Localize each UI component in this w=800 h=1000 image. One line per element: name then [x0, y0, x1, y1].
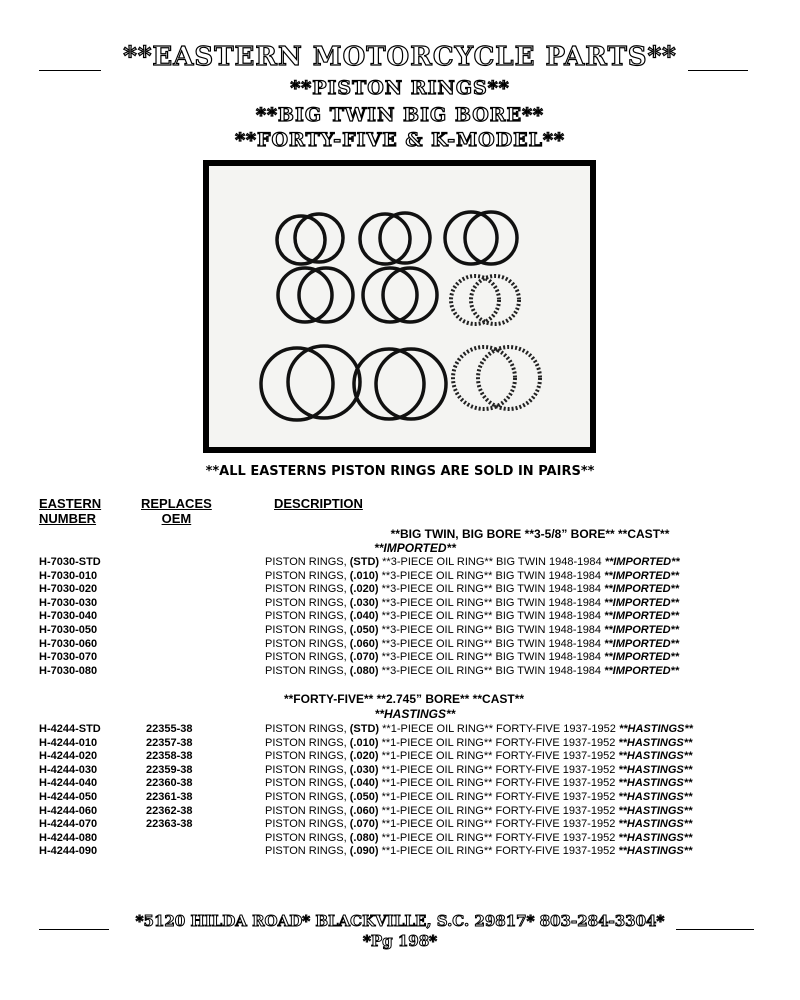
column-header-oem: OEM: [161, 511, 192, 526]
brand-tag: **IMPORTED**: [604, 637, 680, 650]
section-forty-five-title: **FORTY-FIVE** **2.745” BORE** **CAST**: [283, 692, 525, 706]
desc-mid: **1-PIECE OIL RING** FORTY-FIVE 1937-1952: [379, 723, 619, 735]
size: (.020): [349, 750, 379, 763]
description: [265, 805, 692, 819]
piston-rings-photo: [203, 160, 596, 453]
piston-rings-image: [209, 166, 590, 447]
size: (.040): [349, 777, 379, 790]
brand-tag: **IMPORTED**: [604, 651, 680, 664]
description: [265, 832, 692, 846]
table-row: [0, 777, 800, 791]
brand-tag: **HASTINGS**: [618, 723, 693, 735]
desc-mid: **3-PIECE OIL RING** BIG TWIN 1948-1984: [378, 624, 605, 636]
part-number: H-7030-STD: [39, 556, 101, 568]
column-header-replaces: REPLACES: [141, 496, 212, 511]
header-rule-right: [688, 70, 748, 71]
part-number: H-4244-STD: [39, 723, 101, 735]
desc-mid: **3-PIECE OIL RING** BIG TWIN 1948-1984: [378, 596, 605, 609]
oem-number: 22360-38: [146, 777, 193, 790]
desc-prefix: PISTON RINGS,: [265, 556, 350, 568]
part-number: H-7030-070: [39, 651, 98, 664]
sold-in-pairs-note: **ALL EASTERNS PISTON RINGS ARE SOLD IN PAIRS**: [205, 464, 595, 479]
desc-mid: **1-PIECE OIL RING** FORTY-FIVE 1937-1952: [378, 777, 619, 790]
desc-mid: **3-PIECE OIL RING** BIG TWIN 1948-1984: [378, 637, 605, 650]
table-row: [0, 597, 800, 611]
part-number: H-7030-050: [39, 624, 98, 636]
part-number: H-4244-060: [39, 804, 98, 817]
table-row: [0, 845, 800, 859]
brand-tag: **HASTINGS**: [618, 804, 693, 817]
desc-prefix: PISTON RINGS,: [265, 651, 350, 664]
table-row: [0, 570, 800, 584]
description: [265, 556, 680, 570]
table-row: [0, 638, 800, 652]
description: [265, 818, 692, 832]
table-row: [0, 737, 800, 751]
table-row: [0, 818, 800, 832]
brand-tag: **IMPORTED**: [604, 556, 680, 568]
size: (.090): [349, 845, 379, 858]
desc-prefix: PISTON RINGS,: [265, 596, 350, 609]
section-big-twin-subtitle: **IMPORTED**: [374, 541, 456, 555]
table-row: [0, 723, 800, 737]
table-row: [0, 556, 800, 570]
description: [265, 638, 679, 652]
brand-tag: **HASTINGS**: [618, 777, 693, 790]
desc-mid: **3-PIECE OIL RING** BIG TWIN 1948-1984: [378, 651, 605, 664]
description: [265, 737, 692, 751]
part-number: H-4244-010: [39, 736, 98, 749]
oem-number: 22362-38: [146, 804, 193, 817]
part-number: H-7030-030: [39, 596, 98, 609]
part-number: H-7030-010: [39, 569, 98, 582]
size: (.080): [349, 831, 379, 844]
desc-mid: **3-PIECE OIL RING** BIG TWIN 1948-1984: [378, 610, 605, 623]
size: (.080): [349, 664, 379, 677]
desc-prefix: PISTON RINGS,: [265, 831, 350, 844]
desc-prefix: PISTON RINGS,: [265, 736, 350, 749]
desc-mid: **1-PIECE OIL RING** FORTY-FIVE 1937-1952: [378, 831, 619, 844]
table-row: [0, 832, 800, 846]
table-row: [0, 805, 800, 819]
size: (.060): [349, 804, 379, 817]
table-row: [0, 750, 800, 764]
desc-prefix: PISTON RINGS,: [265, 723, 350, 735]
table-row: [0, 651, 800, 665]
table-row: [0, 624, 800, 638]
brand-tag: **IMPORTED**: [604, 624, 680, 636]
size: (.030): [349, 763, 379, 776]
subtitle-big-twin: **BIG TWIN BIG BORE**: [256, 104, 544, 126]
brand-tag: **HASTINGS**: [618, 763, 693, 776]
column-header-description: DESCRIPTION: [274, 496, 363, 511]
section-big-twin-title: **BIG TWIN, BIG BORE **3-5/8” BORE** **CAST**: [390, 527, 670, 541]
part-number: H-7030-040: [39, 610, 98, 623]
oem-number: 22359-38: [146, 763, 193, 776]
description: [265, 583, 679, 597]
description: [265, 777, 692, 791]
size: (.040): [349, 610, 379, 623]
desc-prefix: PISTON RINGS,: [265, 845, 350, 858]
size: (.070): [349, 651, 379, 664]
brand-tag: **HASTINGS**: [618, 791, 693, 803]
oem-number: 22355-38: [146, 723, 193, 735]
desc-prefix: PISTON RINGS,: [265, 624, 350, 636]
description: [265, 610, 679, 624]
column-header-number: NUMBER: [39, 511, 97, 526]
oem-number: 22357-38: [146, 736, 193, 749]
table-row: [0, 791, 800, 805]
size: (.050): [349, 624, 379, 636]
page-title: **EASTERN MOTORCYCLE PARTS**: [123, 42, 677, 72]
desc-prefix: PISTON RINGS,: [265, 583, 350, 596]
size: (.070): [349, 818, 379, 831]
column-header-eastern-number: [39, 496, 101, 526]
part-number: H-4244-070: [39, 818, 98, 831]
brand-tag: **HASTINGS**: [618, 831, 693, 844]
size: (.030): [349, 596, 379, 609]
table-row: [0, 665, 800, 679]
desc-mid: **1-PIECE OIL RING** FORTY-FIVE 1937-1952: [378, 791, 619, 803]
part-number: H-4244-030: [39, 763, 98, 776]
desc-prefix: PISTON RINGS,: [265, 569, 350, 582]
desc-prefix: PISTON RINGS,: [265, 664, 350, 677]
description: [265, 750, 692, 764]
table-row: [0, 610, 800, 624]
part-number: H-4244-020: [39, 750, 98, 763]
description: [265, 845, 692, 859]
description: [265, 791, 692, 805]
desc-mid: **3-PIECE OIL RING** BIG TWIN 1948-1984: [378, 583, 605, 596]
desc-mid: **1-PIECE OIL RING** FORTY-FIVE 1937-1952: [378, 750, 619, 763]
size: (.010): [349, 736, 379, 749]
desc-prefix: PISTON RINGS,: [265, 804, 350, 817]
desc-mid: **1-PIECE OIL RING** FORTY-FIVE 1937-1952: [378, 818, 619, 831]
desc-prefix: PISTON RINGS,: [265, 637, 350, 650]
table-row: [0, 583, 800, 597]
brand-tag: **IMPORTED**: [604, 596, 680, 609]
brand-tag: **HASTINGS**: [618, 750, 693, 763]
oem-number: 22361-38: [146, 791, 193, 803]
description: [265, 570, 679, 584]
desc-mid: **3-PIECE OIL RING** BIG TWIN 1948-1984: [378, 664, 605, 677]
column-header-eastern: EASTERN: [39, 496, 102, 511]
brand-tag: **IMPORTED**: [604, 610, 680, 623]
brand-tag: **HASTINGS**: [618, 736, 693, 749]
subtitle-forty-five: **FORTY-FIVE & K-MODEL**: [235, 129, 565, 151]
description: [265, 624, 679, 638]
size: (STD): [349, 723, 380, 735]
column-header-replaces-oem: [141, 496, 212, 526]
part-number: H-4244-050: [39, 791, 98, 803]
desc-prefix: PISTON RINGS,: [265, 763, 350, 776]
section-forty-five-subtitle: **HASTINGS**: [374, 707, 456, 721]
desc-prefix: PISTON RINGS,: [265, 750, 350, 763]
part-number: H-7030-080: [39, 664, 98, 677]
desc-mid: **1-PIECE OIL RING** FORTY-FIVE 1937-1952: [378, 763, 619, 776]
brand-tag: **HASTINGS**: [618, 818, 693, 831]
size: (.050): [349, 791, 379, 803]
part-number: H-7030-020: [39, 583, 98, 596]
brand-tag: **IMPORTED**: [604, 583, 680, 596]
description: [265, 651, 679, 665]
description: [265, 723, 693, 737]
desc-prefix: PISTON RINGS,: [265, 610, 350, 623]
description: [265, 764, 692, 778]
brand-tag: **IMPORTED**: [604, 664, 680, 677]
desc-prefix: PISTON RINGS,: [265, 791, 350, 803]
size: (.020): [349, 583, 379, 596]
size: (STD): [349, 556, 380, 568]
subtitle-piston-rings: **PISTON RINGS**: [290, 77, 510, 99]
brand-tag: **HASTINGS**: [618, 845, 693, 858]
part-number: H-7030-060: [39, 637, 98, 650]
footer-rule-right: [676, 929, 754, 930]
size: (.010): [349, 569, 379, 582]
part-number: H-4244-090: [39, 845, 98, 858]
desc-mid: **1-PIECE OIL RING** FORTY-FIVE 1937-1952: [378, 845, 619, 858]
table-row: [0, 764, 800, 778]
brand-tag: **IMPORTED**: [604, 569, 680, 582]
oem-number: 22363-38: [146, 818, 193, 831]
desc-mid: **1-PIECE OIL RING** FORTY-FIVE 1937-1952: [378, 736, 619, 749]
desc-prefix: PISTON RINGS,: [265, 777, 350, 790]
page-number: *Pg 198*: [363, 932, 437, 950]
desc-mid: **3-PIECE OIL RING** BIG TWIN 1948-1984: [378, 569, 605, 582]
desc-mid: **3-PIECE OIL RING** BIG TWIN 1948-1984: [379, 556, 605, 568]
description: [265, 665, 679, 679]
description: [265, 597, 679, 611]
part-number: H-4244-080: [39, 831, 98, 844]
part-number: H-4244-040: [39, 777, 98, 790]
desc-mid: **1-PIECE OIL RING** FORTY-FIVE 1937-1952: [378, 804, 619, 817]
footer-address: *5120 HILDA ROAD* BLACKVILLE, S.C. 29817* 803-284-3304*: [135, 912, 665, 930]
size: (.060): [349, 637, 379, 650]
oem-number: 22358-38: [146, 750, 193, 763]
desc-prefix: PISTON RINGS,: [265, 818, 350, 831]
